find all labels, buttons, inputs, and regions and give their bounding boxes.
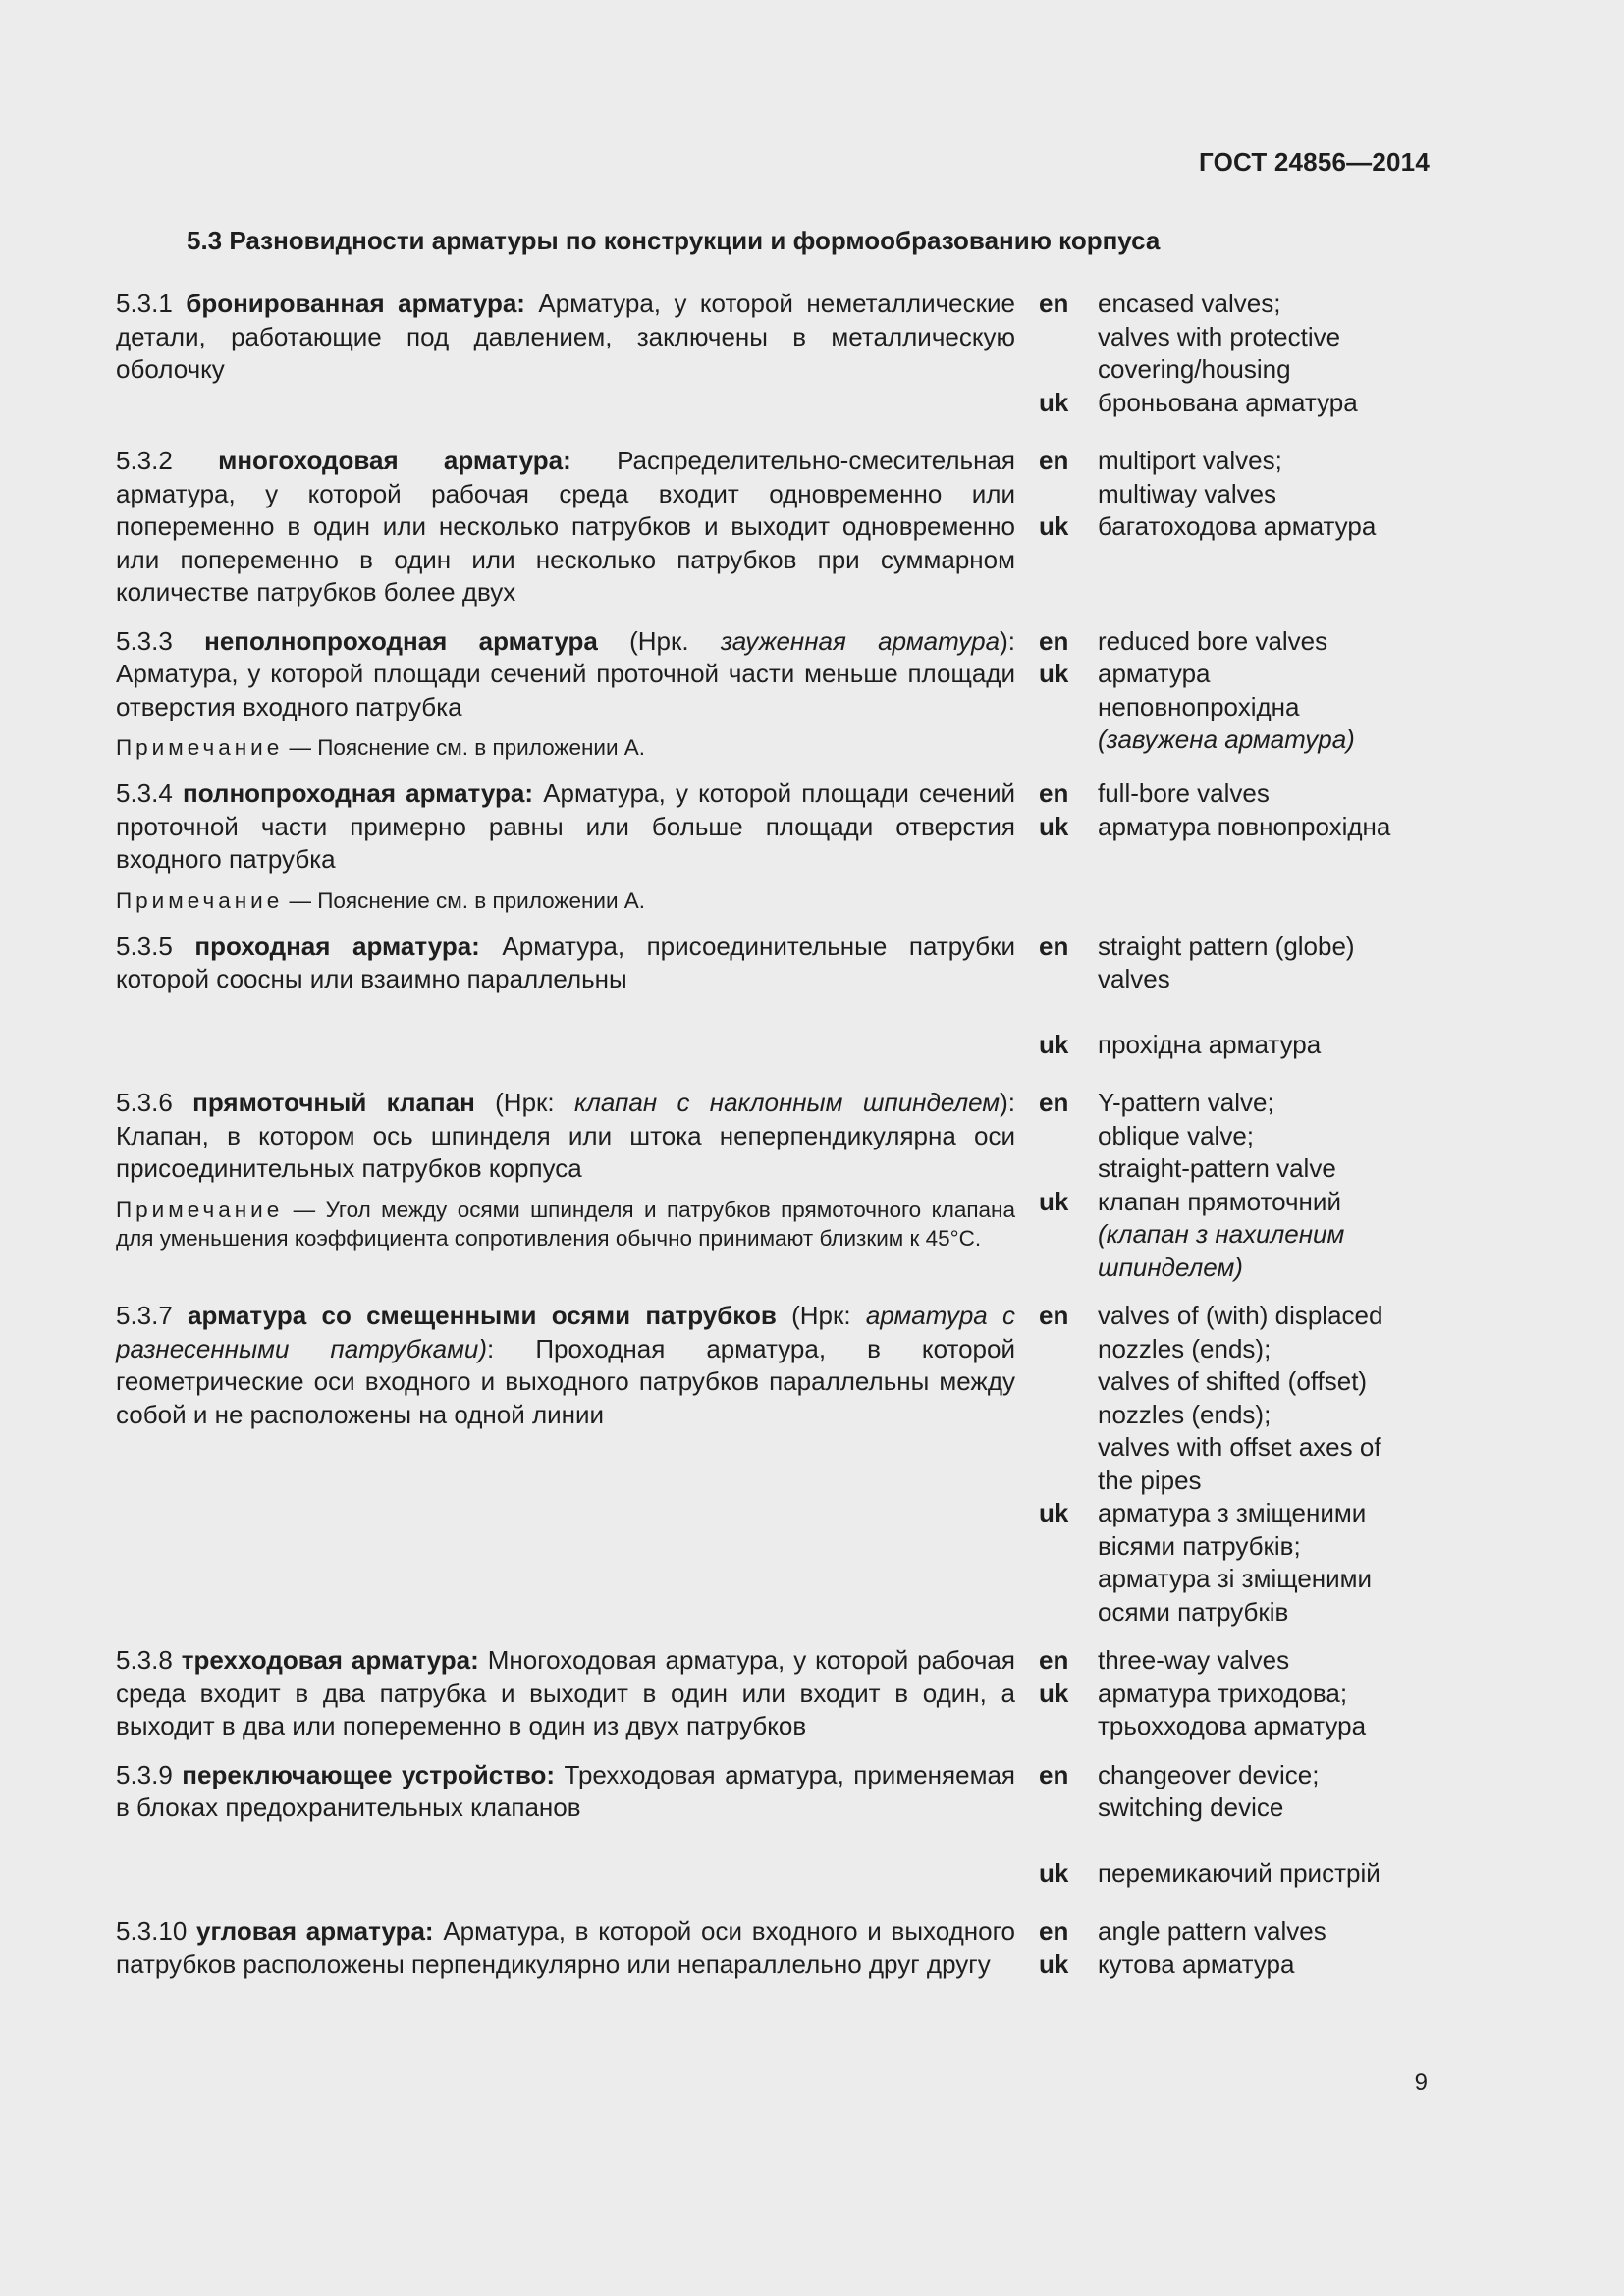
en-term-line: valves bbox=[1098, 964, 1170, 993]
definition-text bbox=[116, 1915, 1015, 1981]
term-name: неполнопроходная арматура bbox=[204, 625, 598, 656]
language-code-en: en bbox=[1039, 1088, 1069, 1117]
definition-block bbox=[116, 1644, 1015, 1743]
en-term-line: multiway valves bbox=[1098, 478, 1277, 508]
deprecated-term: арматура с разнесенными патрубками) bbox=[116, 1301, 1015, 1363]
uk-term-line: клапан прямоточний bbox=[1098, 1186, 1341, 1216]
deprecated-term-suffix: ): bbox=[1000, 625, 1015, 656]
en-term-line: multiport valves; bbox=[1098, 446, 1282, 475]
term-entry bbox=[116, 1644, 1432, 1743]
en-term-group bbox=[1039, 931, 1432, 996]
deprecated-term-prefix: (Нрк. bbox=[597, 625, 721, 656]
term-name: полнопроходная арматура: bbox=[182, 778, 534, 808]
term-entry bbox=[116, 1759, 1432, 1891]
en-term-group bbox=[1039, 1644, 1432, 1678]
en-term-line: nozzles (ends); bbox=[1098, 1399, 1272, 1429]
definition-text bbox=[116, 1087, 1015, 1186]
document-standard-code: ГОСТ 24856—2014 bbox=[1199, 147, 1430, 177]
note bbox=[116, 1196, 1015, 1253]
en-term-line: covering/housing bbox=[1098, 354, 1291, 384]
uk-term-group bbox=[1039, 387, 1432, 420]
uk-term-group bbox=[1039, 1029, 1432, 1062]
term-entry bbox=[116, 1087, 1432, 1284]
language-code-uk: uk bbox=[1039, 1498, 1069, 1527]
note-label: Примечание bbox=[116, 735, 284, 760]
en-term-group bbox=[1039, 445, 1432, 510]
en-term-line: nozzles (ends); bbox=[1098, 1333, 1272, 1363]
equivalent-terms bbox=[1039, 445, 1432, 544]
uk-term-line: перемикаючий пристрій bbox=[1098, 1857, 1380, 1888]
note-text: — Пояснение см. в приложении А. bbox=[283, 887, 646, 913]
term-name: прямоточный клапан bbox=[192, 1088, 475, 1117]
definition-text bbox=[116, 777, 1015, 877]
language-code-en: en bbox=[1039, 289, 1069, 318]
term-name: угловая арматура: bbox=[196, 1916, 434, 1946]
en-term-line: the pipes bbox=[1098, 1465, 1202, 1495]
term-number: 5.3.5 bbox=[116, 931, 173, 961]
uk-term-line: броньована арматура bbox=[1098, 387, 1358, 417]
term-entry bbox=[116, 931, 1432, 1062]
language-code-uk: uk bbox=[1039, 659, 1069, 688]
term-definition: Распределительно-смесительная арматура, у которой рабочая среда входит одновременно или попеременно в один или несколько патрубков и выходит одновременно или попеременно в один или несколько патрубков при суммарном количестве патрубков более двух bbox=[116, 446, 1015, 607]
note-label: Примечание bbox=[116, 887, 284, 913]
language-code-en: en bbox=[1039, 446, 1069, 475]
section-title: 5.3 Разновидности арматуры по конструкции и формообразованию корпуса bbox=[187, 226, 1161, 255]
term-entry bbox=[116, 625, 1432, 763]
term-number: 5.3.10 bbox=[116, 1916, 188, 1946]
uk-term-group bbox=[1039, 510, 1432, 544]
deprecated-term-suffix: : bbox=[487, 1333, 536, 1363]
en-term-line: valves with protective bbox=[1098, 321, 1341, 351]
uk-term-group bbox=[1039, 1186, 1432, 1285]
uk-term-line: прохідна арматура bbox=[1098, 1029, 1322, 1059]
term-entry bbox=[116, 288, 1432, 419]
en-term-line: changeover device; bbox=[1098, 1759, 1320, 1789]
deprecated-term: зауженная арматура bbox=[720, 625, 1001, 656]
equivalent-terms bbox=[1039, 1087, 1432, 1284]
equivalent-terms bbox=[1039, 625, 1432, 757]
uk-term-line: арматура зі зміщеними bbox=[1098, 1564, 1373, 1593]
uk-term-group bbox=[1039, 1497, 1432, 1629]
equivalent-terms bbox=[1039, 1915, 1432, 1981]
deprecated-term-suffix: ): bbox=[1000, 1088, 1015, 1117]
en-term-group bbox=[1039, 1087, 1432, 1186]
en-term-group bbox=[1039, 288, 1432, 387]
definition-block bbox=[116, 931, 1015, 996]
uk-term-line: осями патрубків bbox=[1098, 1596, 1289, 1627]
language-code-uk: uk bbox=[1039, 811, 1069, 841]
uk-term-line: арматура триходова; bbox=[1098, 1678, 1348, 1708]
definition-block bbox=[116, 1087, 1015, 1253]
term-definition: Клапан, в котором ось шпинделя или штока неперпендикулярна оси присоединительных патрубков корпуса bbox=[116, 1120, 1015, 1183]
en-term-line: encased valves; bbox=[1098, 289, 1281, 318]
term-entry bbox=[116, 777, 1432, 915]
definition-block bbox=[116, 1759, 1015, 1825]
definition-block bbox=[116, 1300, 1015, 1431]
en-term-group bbox=[1039, 1759, 1432, 1825]
equivalent-terms bbox=[1039, 777, 1432, 843]
term-entry bbox=[116, 1915, 1432, 1981]
uk-term-line: багатоходова арматура bbox=[1098, 511, 1377, 541]
term-name: бронированная арматура: bbox=[186, 289, 525, 318]
en-term-group bbox=[1039, 777, 1432, 811]
definition-block bbox=[116, 777, 1015, 915]
note-text: — Пояснение см. в приложении А. bbox=[283, 735, 646, 760]
definition-text bbox=[116, 1759, 1015, 1825]
en-term-line: Y-pattern valve; bbox=[1098, 1088, 1274, 1117]
uk-term-line: арматура повнопрохідна bbox=[1098, 811, 1391, 841]
definition-text bbox=[116, 1644, 1015, 1743]
en-term-line: three-way valves bbox=[1098, 1645, 1290, 1675]
deprecated-term: клапан с наклонным шпинделем bbox=[573, 1088, 1001, 1117]
language-code-uk: uk bbox=[1039, 1029, 1069, 1059]
note-label: Примечание bbox=[116, 1197, 284, 1222]
uk-term-line: арматура bbox=[1098, 659, 1211, 688]
equivalent-terms bbox=[1039, 288, 1432, 419]
definition-text bbox=[116, 288, 1015, 387]
term-name: проходная арматура: bbox=[194, 931, 480, 961]
language-code-en: en bbox=[1039, 1301, 1069, 1330]
uk-term-line: (завужена арматура) bbox=[1098, 724, 1355, 754]
uk-term-group bbox=[1039, 658, 1432, 757]
language-code-uk: uk bbox=[1039, 1949, 1069, 1979]
language-code-uk: uk bbox=[1039, 1857, 1069, 1888]
language-code-en: en bbox=[1039, 625, 1069, 656]
en-term-line: valves of shifted (offset) bbox=[1098, 1366, 1368, 1396]
term-number: 5.3.1 bbox=[116, 289, 173, 318]
en-term-line: angle pattern valves bbox=[1098, 1916, 1326, 1946]
term-definition: Трехходовая арматура, применяемая в блоках предохранительных клапанов bbox=[116, 1759, 1015, 1822]
uk-term-group bbox=[1039, 1678, 1432, 1743]
language-code-uk: uk bbox=[1039, 1678, 1069, 1708]
en-term-group bbox=[1039, 625, 1432, 659]
en-term-line: reduced bore valves bbox=[1098, 625, 1328, 656]
term-number: 5.3.8 bbox=[116, 1645, 173, 1675]
uk-term-line: кутова арматура bbox=[1098, 1949, 1295, 1979]
term-definition: Проходная арматура, в которой геометрические оси входного и выходного патрубков параллельны между собой и не расположены на одной линии bbox=[116, 1333, 1016, 1429]
term-number: 5.3.3 bbox=[116, 625, 173, 656]
definition-block bbox=[116, 625, 1015, 763]
term-definition: Арматура, у которой площади сечений проточной части примерно равны или больше площади отверстия входного патрубка bbox=[116, 778, 1015, 874]
deprecated-term-prefix: (Нрк: bbox=[776, 1301, 866, 1330]
en-term-line: valves with offset axes of bbox=[1098, 1432, 1381, 1462]
page-number: 9 bbox=[1414, 2069, 1428, 2096]
term-entry bbox=[116, 445, 1432, 610]
term-name: трехходовая арматура: bbox=[181, 1645, 479, 1675]
uk-term-line: трьохходова арматура bbox=[1098, 1711, 1367, 1740]
language-code-en: en bbox=[1039, 1916, 1069, 1946]
definition-text bbox=[116, 445, 1015, 610]
equivalent-terms bbox=[1039, 1759, 1432, 1891]
definition-text bbox=[116, 1300, 1015, 1431]
term-number: 5.3.7 bbox=[116, 1301, 173, 1330]
language-code-en: en bbox=[1039, 931, 1069, 961]
term-number: 5.3.4 bbox=[116, 778, 173, 808]
en-term-line: straight pattern (globe) bbox=[1098, 931, 1355, 961]
term-definition: Арматура, у которой неметаллические детали, работающие под давлением, заключены в металлическую оболочку bbox=[116, 289, 1015, 384]
term-name: арматура со смещенными осями патрубков bbox=[188, 1301, 777, 1330]
uk-term-line: вісями патрубків; bbox=[1098, 1530, 1301, 1561]
term-entries bbox=[116, 288, 1432, 1981]
uk-term-group bbox=[1039, 1949, 1432, 1982]
uk-term-line: арматура з зміщеними bbox=[1098, 1498, 1367, 1527]
uk-term-line: шпинделем) bbox=[1098, 1252, 1243, 1282]
uk-term-line: неповнопрохідна bbox=[1098, 691, 1300, 721]
term-definition: Арматура, в которой оси входного и выходного патрубков расположены перпендикулярно или непараллельно друг другу bbox=[116, 1916, 1015, 1979]
deprecated-term-prefix: (Нрк: bbox=[474, 1088, 574, 1117]
definition-block bbox=[116, 445, 1015, 610]
en-term-group bbox=[1039, 1300, 1432, 1497]
uk-term-line: (клапан з нахиленим bbox=[1098, 1219, 1345, 1249]
en-term-line: valves of (with) displaced bbox=[1098, 1301, 1383, 1330]
term-number: 5.3.6 bbox=[116, 1088, 173, 1117]
en-term-group bbox=[1039, 1915, 1432, 1949]
definition-text bbox=[116, 931, 1015, 996]
en-term-line: oblique valve; bbox=[1098, 1120, 1254, 1150]
language-code-en: en bbox=[1039, 778, 1069, 808]
term-definition: Арматура, присоединительные патрубки которой соосны или взаимно параллельны bbox=[116, 931, 1016, 993]
definition-block bbox=[116, 288, 1015, 387]
term-name: многоходовая арматура: bbox=[218, 446, 571, 475]
term-definition: Арматура, у которой площади сечений проточной части меньше площади отверстия входного патрубка bbox=[116, 659, 1015, 721]
term-entry bbox=[116, 1300, 1432, 1629]
term-number: 5.3.2 bbox=[116, 446, 173, 475]
en-term-line: full-bore valves bbox=[1098, 778, 1270, 808]
equivalent-terms bbox=[1039, 931, 1432, 1062]
uk-term-group bbox=[1039, 1857, 1432, 1891]
language-code-uk: uk bbox=[1039, 1186, 1069, 1216]
language-code-en: en bbox=[1039, 1759, 1069, 1789]
note-text: — Угол между осями шпинделя и патрубков прямоточного клапана для уменьшения коэффициента сопротивления обычно принимают близким к 45°С. bbox=[116, 1197, 1015, 1251]
language-code-uk: uk bbox=[1039, 387, 1069, 417]
en-term-line: straight-pattern valve bbox=[1098, 1153, 1336, 1183]
language-code-uk: uk bbox=[1039, 511, 1069, 541]
term-name: переключающее устройство: bbox=[182, 1759, 556, 1789]
term-definition: Многоходовая арматура, у которой рабочая среда входит в два патрубка и выходит в один или входит в один, а выходит в два или попеременно в один из двух патрубков bbox=[116, 1645, 1015, 1740]
definition-block bbox=[116, 1915, 1015, 1981]
term-number: 5.3.9 bbox=[116, 1759, 173, 1789]
uk-term-group bbox=[1039, 811, 1432, 844]
equivalent-terms bbox=[1039, 1644, 1432, 1743]
note bbox=[116, 886, 1015, 915]
equivalent-terms bbox=[1039, 1300, 1432, 1629]
en-term-line: switching device bbox=[1098, 1792, 1284, 1822]
definition-text bbox=[116, 625, 1015, 724]
language-code-en: en bbox=[1039, 1645, 1069, 1675]
note bbox=[116, 733, 1015, 762]
